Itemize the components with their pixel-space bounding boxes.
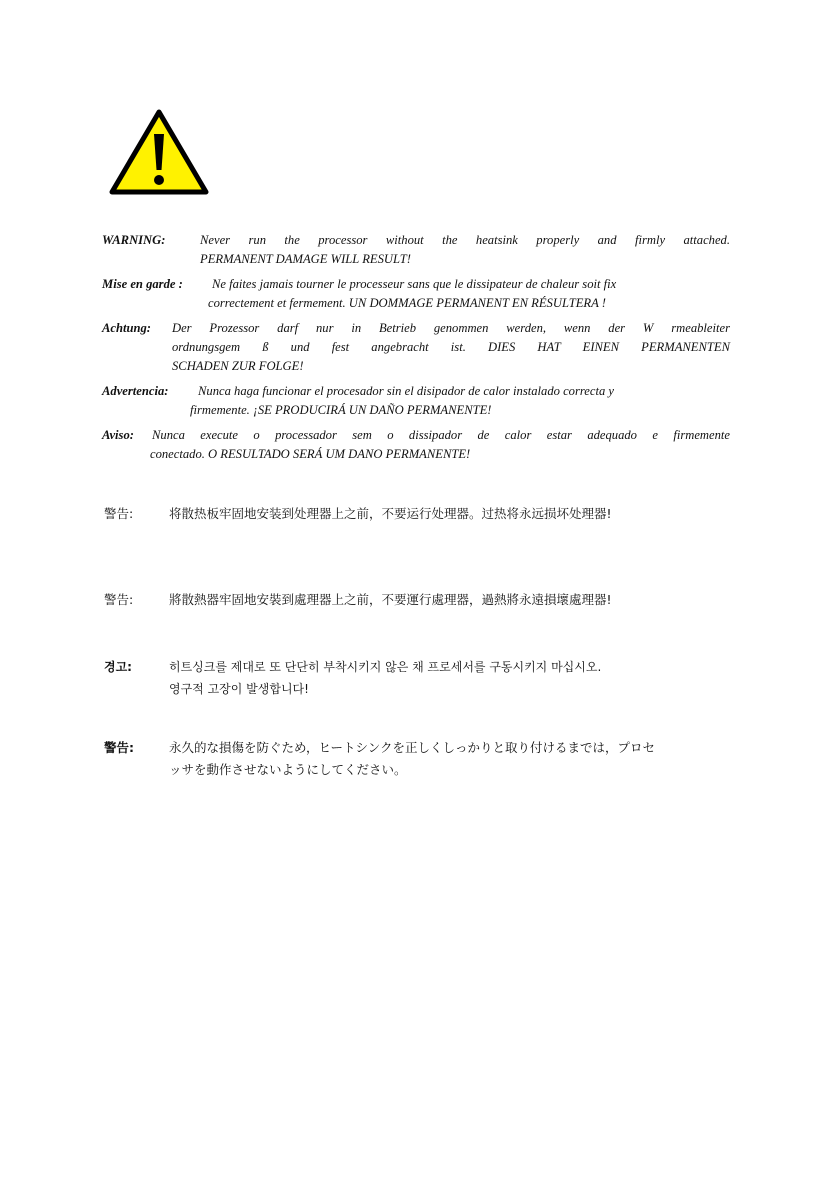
warning-label-traditional-chinese: 警告: [104,592,134,607]
warning-japanese [104,737,744,781]
warning-label-english: WARNING: [102,233,166,247]
warning-text-portuguese-2: conectado. O RESULTADO SERÁ UM DANO PERMANENTE! [150,447,471,461]
warning-text-korean-2: 영구적 고장이 발생합니다! [169,682,309,696]
warning-text-spanish-1: Nunca haga funcionar el procesador sin el disipador de calor instalado correcta y [198,384,615,398]
warning-korean [104,656,744,700]
warning-text-french-2: correctement et fermement. UN DOMMAGE PERMANENT EN RÉSULTERA ! [208,296,606,310]
warning-traditional-chinese [104,589,744,611]
warning-label-french: Mise en garde : [102,277,183,291]
warning-text-korean-1: 히트싱크를 제대로 또 단단히 부착시키지 않은 채 프로세서를 구동시키지 마십시오. [169,660,602,674]
warning-label-spanish: Advertencia: [102,384,169,398]
warning-label-simplified-chinese: 警告: [104,506,134,521]
warning-text-french-1: Ne faites jamais tourner le processeur sans que le dissipateur de chaleur soit fix [212,277,617,291]
warning-text-spanish-2: firmemente. ¡SE PRODUCIRÁ UN DAÑO PERMANENTE! [190,403,492,417]
warning-text-simplified-chinese: 将散热板牢固地安装到处理器上之前，不要运行处理器。过热将永远损坏处理器! [169,506,612,521]
warning-label-german: Achtung: [102,321,151,335]
warning-text-traditional-chinese: 將散熱器牢固地安裝到處理器上之前，不要運行處理器，過熱將永遠損壞處理器! [169,592,612,607]
warning-label-korean: 경고: [104,660,132,674]
warning-label-japanese: 警告: [104,740,134,755]
warning-label-portuguese: Aviso: [102,428,134,442]
warning-text-english-2: PERMANENT DAMAGE WILL RESULT! [200,252,411,266]
warning-text-german-3: SCHADEN ZUR FOLGE! [172,359,304,373]
warning-portuguese [102,426,730,464]
warning-french [102,275,730,313]
warning-simplified-chinese [104,503,744,525]
warning-text-japanese-1: 永久的な損傷を防ぐため，ヒートシンクを正しくしっかりと取り付けるまでは，プロセ [169,740,655,755]
warning-triangle-icon [108,108,210,196]
warning-german [102,319,730,376]
warning-text-german-2: ordnungsgem ß und fest angebracht ist. DIES HAT EINEN PERMANENTEN [172,340,730,354]
warning-text-japanese-2: ッサを動作させないようにしてください。 [169,762,407,777]
warning-text-english-1: Never run the processor without the heatsink properly and firmly attached. [200,233,730,247]
warning-text-german-1: Der Prozessor darf nur in Betrieb genommen werden, wenn der W rmeableiter [172,321,730,335]
warning-english [102,231,730,269]
warning-spanish [102,382,730,420]
warning-text-portuguese-1: Nunca execute o processador sem o dissipador de calor estar adequado e firmemente [152,428,730,442]
